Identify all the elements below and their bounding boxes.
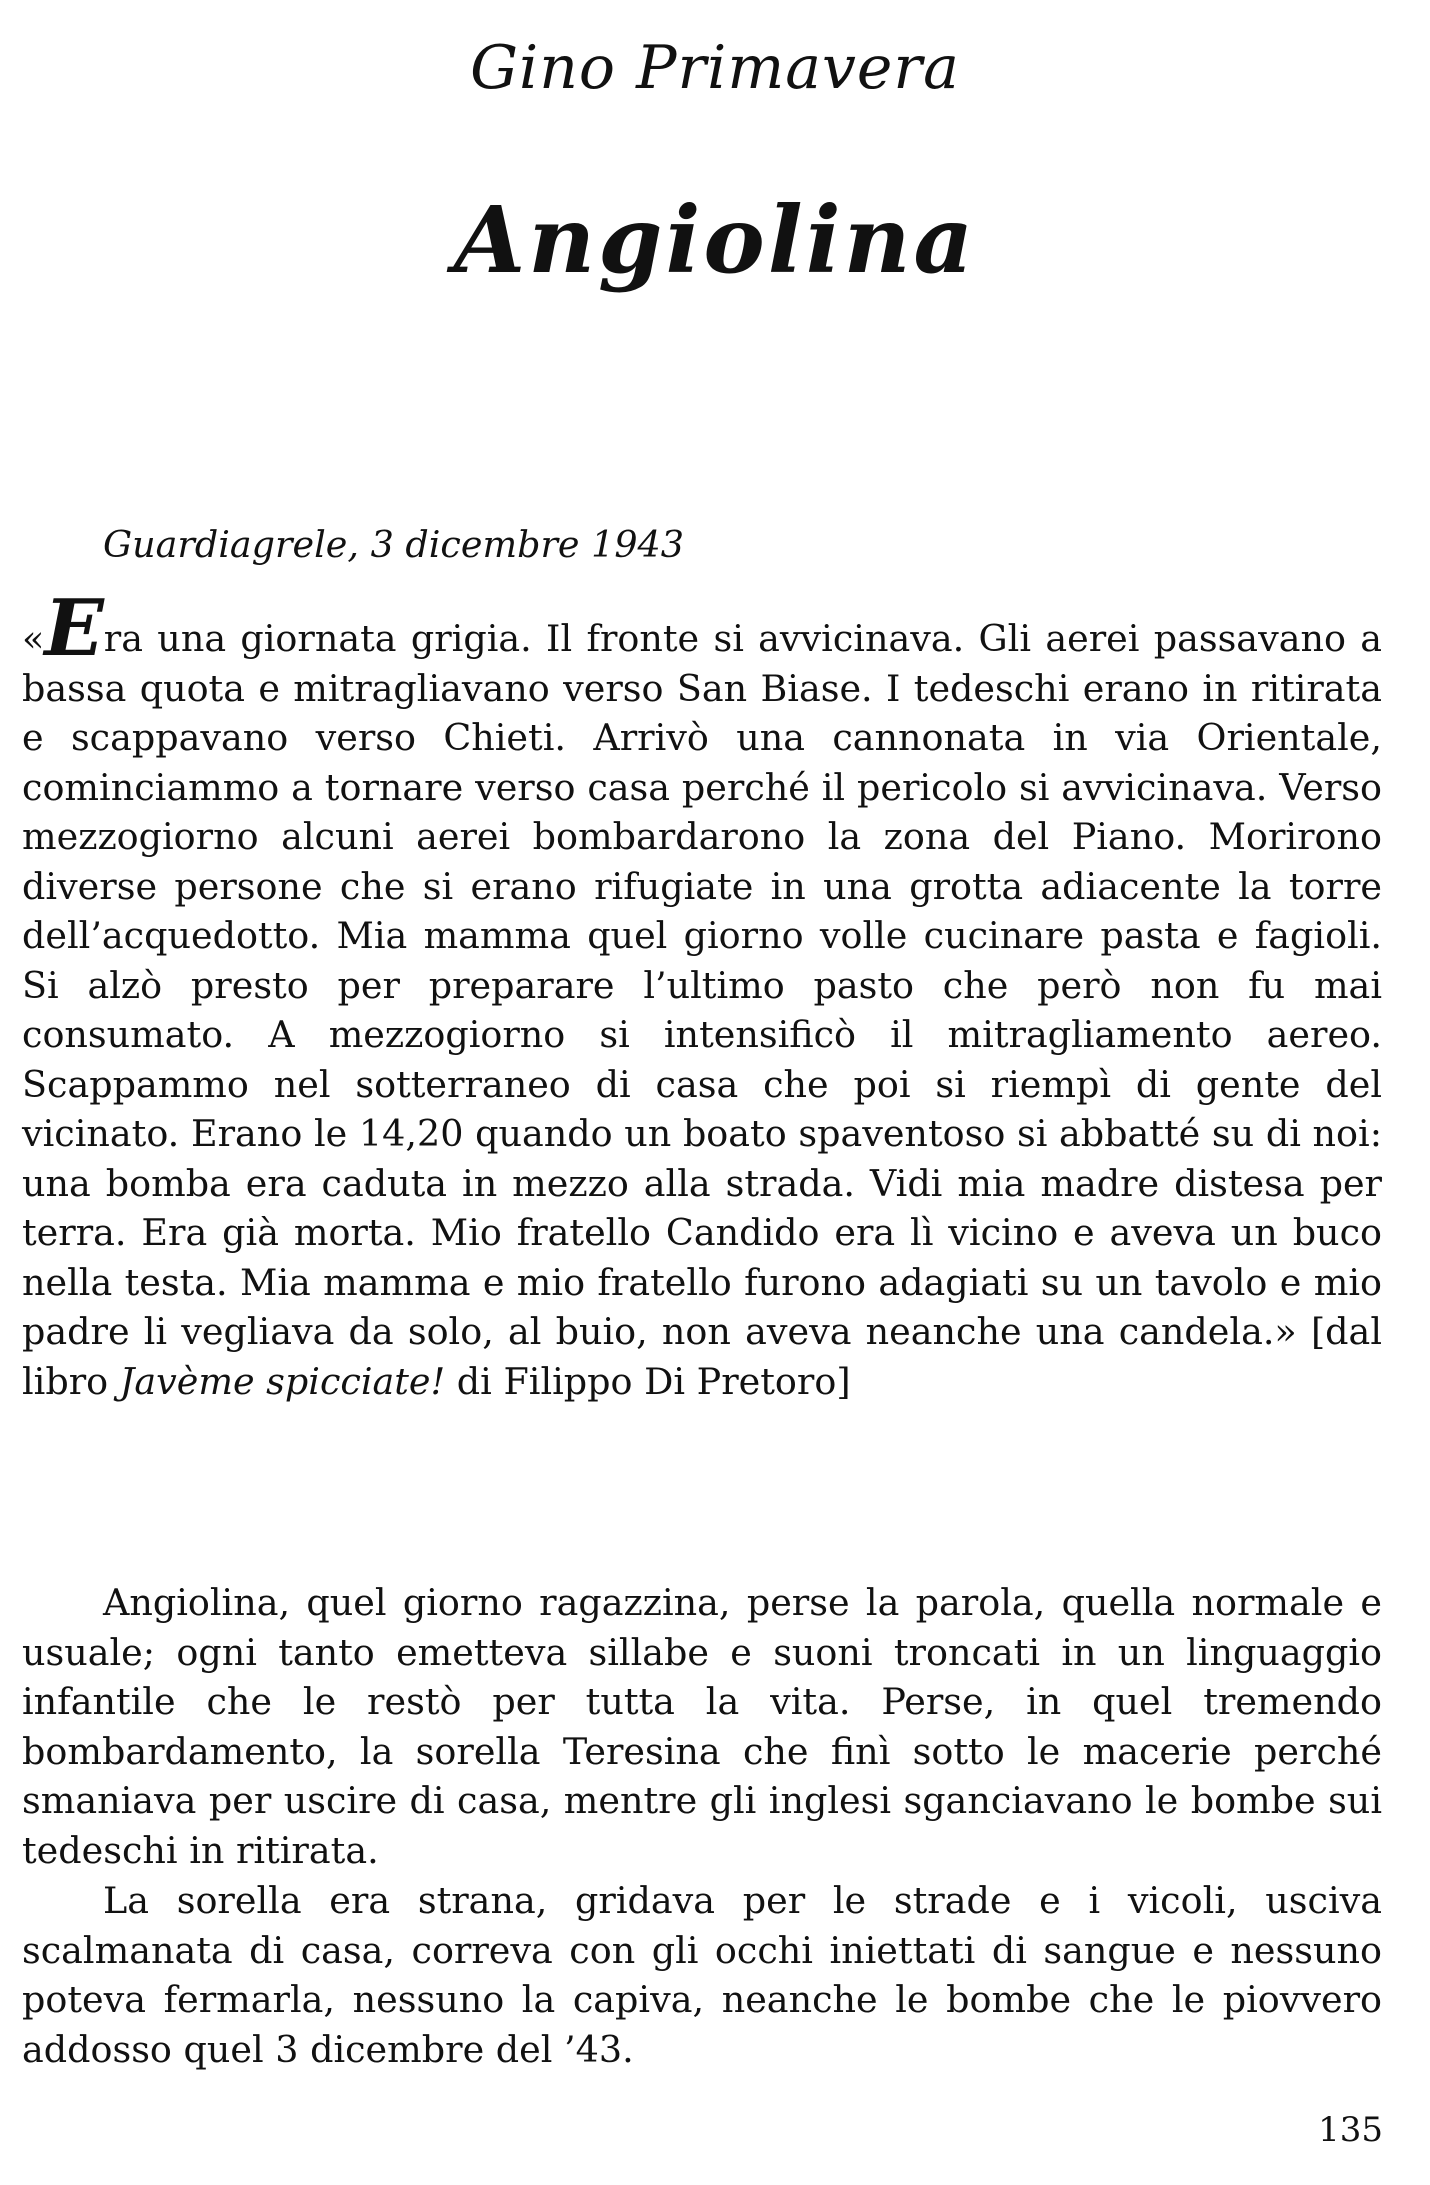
page-title: Angiolina <box>453 186 977 294</box>
book-title: Javème spicciate! <box>119 1359 446 1403</box>
quote-source: di Filippo Di Pretoro] <box>445 1359 851 1403</box>
author-name: Gino Primavera <box>470 33 960 103</box>
place-date: Guardiagrele, 3 dicembre 1943 <box>103 523 684 566</box>
quote-text: ra una giornata grigia. Il fronte si avvicinava. Gli aerei passavano a bassa quota e mitragliavano verso San Biase. I tedeschi erano in ritirata e scappavano verso Chieti. Arrivò una cannonata in via Orientale, cominciammo a tornare verso casa perché il pericolo si avvicinava. Verso mezzogiorno alcuni aerei bombardarono la zona del Piano. Morirono diverse persone che si erano rifugiate in una grotta adiacente la torre dell’acquedotto. Mia mamma quel giorno volle cucinare pasta e fagioli. Si alzò presto per preparare l’ultimo pasto che però non fu mai consumato. A mezzogiorno si intensificò il mitragliamento aereo. Scappammo nel sotterraneo di casa che poi si riempì di gente del vicinato. Erano le 14,20 quando un boato spaventoso si abbatté su di noi: una bomba era caduta in mezzo alla strada. Vidi mia madre distesa per terra. Era già morta. Mio fratello Candido era lì vicino e aveva un buco nella testa. Mia mamma e mio fratello furono adagiati su un tavolo e mio padre li vegliava da solo, al buio, non aveva neanche una candela.» [dal libro <box>22 617 1382 1403</box>
drop-cap-letter: E <box>44 583 104 674</box>
body-paragraph-1: Angiolina, quel giorno ragazzina, perse la parola, quella normale e usuale; ogni tanto emetteva sillabe e suoni troncati in un linguaggio infantile che le restò per tutta la vita. Perse, in quel tremendo bombardamento, la sorella Teresina che finì sotto le macerie perché smaniava per uscire di casa, mentre gli inglesi sganciavano le bombe sui tedeschi in ritirata. <box>22 1581 1382 1872</box>
open-quote-mark: « <box>22 617 45 660</box>
quote-paragraph <box>22 583 1382 1406</box>
page-number: 135 <box>1318 2110 1383 2150</box>
body-paragraph-2: La sorella era strana, gridava per le strade e i vicoli, usciva scalmanata di casa, correva con gli occhi iniettati di sangue e nessuno poteva fermarla, nessuno la capiva, neanche le bombe che le piovvero addosso quel 3 dicembre del ’43. <box>22 1879 1382 2071</box>
